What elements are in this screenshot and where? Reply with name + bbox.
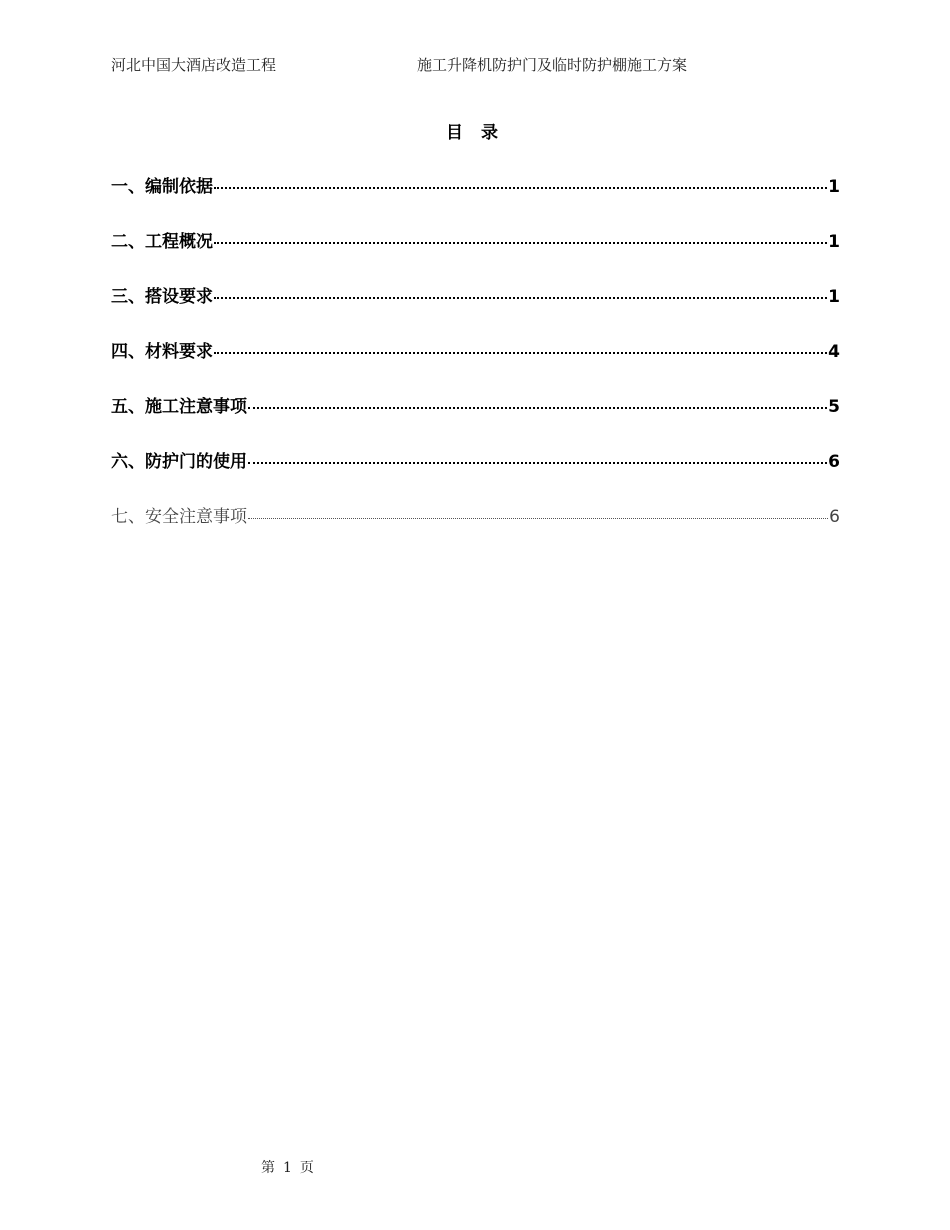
toc-entry-label: 三、搭设要求	[111, 287, 213, 307]
footer-prefix: 第	[261, 1160, 275, 1176]
toc-dot-leader	[214, 352, 827, 354]
toc-entry-page: 1	[828, 177, 840, 197]
toc-entry-page: 6	[829, 507, 840, 527]
toc-entry-page: 1	[828, 232, 840, 252]
toc-dot-leader	[214, 187, 827, 189]
toc-entry-label: 五、施工注意事项	[111, 397, 247, 417]
footer-page-number: 1	[283, 1160, 292, 1176]
toc-entry-page: 4	[828, 342, 840, 362]
toc-entry[interactable]	[111, 172, 840, 227]
toc-dot-leader	[248, 462, 827, 464]
toc-entry[interactable]	[111, 227, 840, 282]
toc-entry[interactable]	[111, 337, 840, 392]
toc-dot-leader	[248, 518, 828, 519]
toc-entry-page: 6	[828, 452, 840, 472]
toc-entry-label: 四、材料要求	[111, 342, 213, 362]
toc-dot-leader	[214, 242, 827, 244]
toc-entry-label: 二、工程概况	[111, 232, 213, 252]
toc-entry-label: 七、安全注意事项	[111, 507, 247, 527]
toc-entry[interactable]	[111, 392, 840, 447]
toc-dot-leader	[214, 297, 827, 299]
footer-suffix: 页	[299, 1160, 314, 1176]
header-document-title: 施工升降机防护门及临时防护棚施工方案	[417, 56, 688, 74]
toc-entry-label: 六、防护门的使用	[111, 452, 247, 472]
toc-entry[interactable]	[111, 502, 840, 557]
table-of-contents	[111, 172, 840, 557]
toc-entry-label: 一、编制依据	[111, 177, 213, 197]
toc-entry[interactable]	[111, 282, 840, 337]
toc-entry-page: 1	[828, 287, 840, 307]
page-footer	[261, 1157, 322, 1177]
toc-title: 目 录	[446, 123, 504, 143]
toc-entry-page: 5	[828, 397, 840, 417]
toc-entry[interactable]	[111, 447, 840, 502]
toc-dot-leader	[248, 407, 827, 409]
header-project-name: 河北中国大酒店改造工程	[111, 56, 277, 74]
